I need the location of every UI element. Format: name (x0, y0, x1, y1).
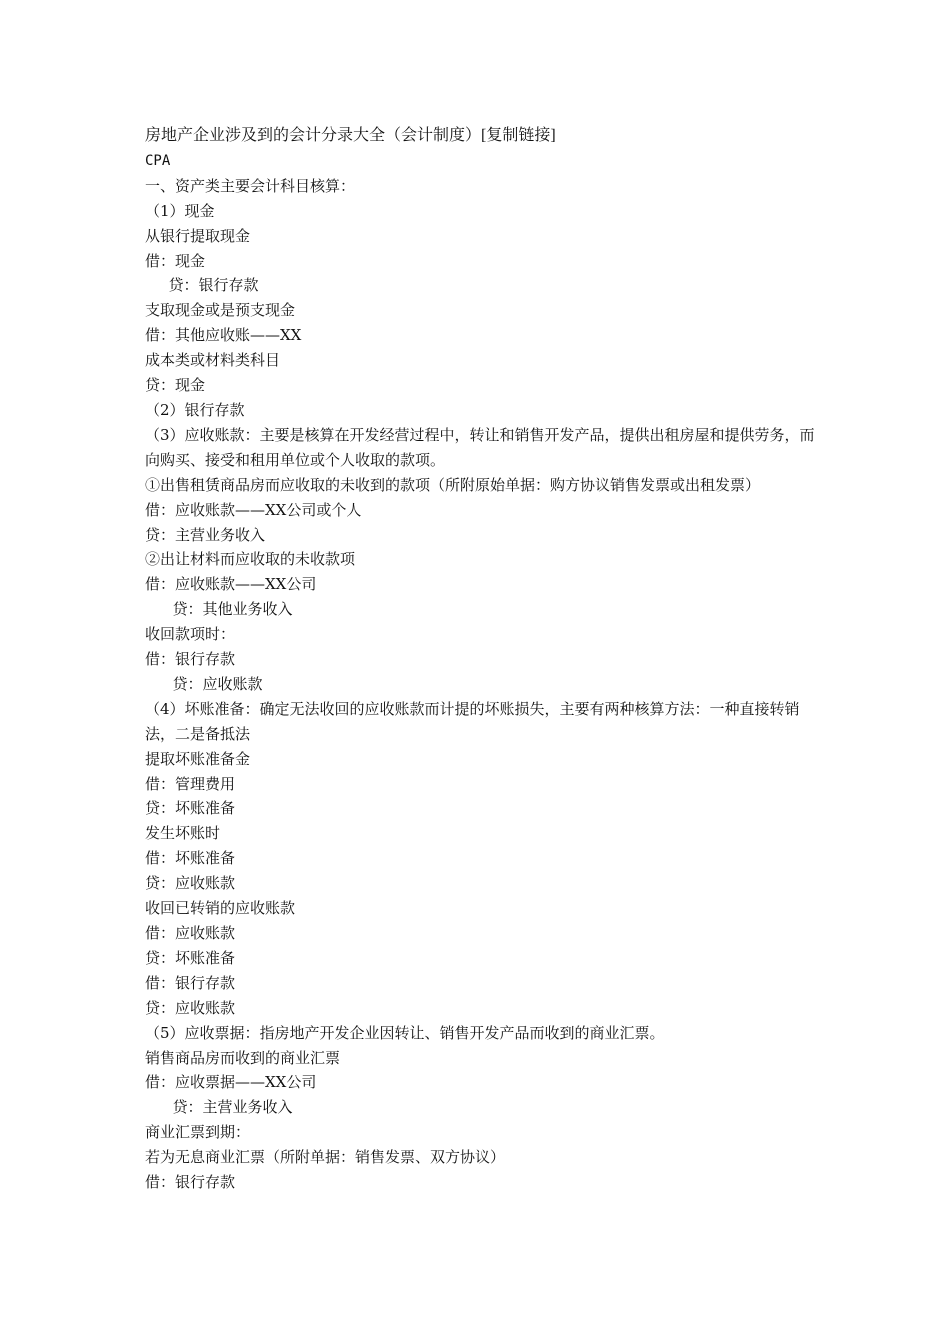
subsection-heading: （4）坏账准备：确定无法收回的应收账款而计提的坏账损失，主要有两种核算方法：一种直接转销法，二是备抵法 (145, 699, 800, 743)
text-line: 成本类或材料类科目 (145, 351, 281, 370)
debit-entry: 借：现金 (145, 251, 206, 270)
text-line: CPA (145, 152, 171, 169)
text-line: ②出让材料而应收取的未收款项 (145, 550, 356, 569)
credit-entry: 贷：主营业务收入 (145, 525, 266, 544)
credit-entry: 贷：应收账款 (163, 674, 263, 693)
text-line: 商业汇票到期： (145, 1123, 251, 1142)
debit-entry: 借：管理费用 (145, 774, 236, 793)
document-title: 房地产企业涉及到的会计分录大全（会计制度）[复制链接] (145, 127, 556, 144)
text-line: 收回已转销的应收账款 (145, 899, 296, 918)
subsection-heading: （2）银行存款 (145, 400, 245, 419)
text-line: 销售商品房而收到的商业汇票 (145, 1048, 341, 1067)
credit-entry: 贷：应收账款 (145, 874, 236, 893)
subsection-heading: （1）现金 (145, 201, 215, 220)
text-line: ①出售租赁商品房而应收取的未收到的款项（所附原始单据：购方协议销售发票或出租发票） (145, 475, 761, 494)
text-line: 发生坏账时 (145, 824, 221, 843)
text-line: 提取坏账准备金 (145, 749, 251, 768)
credit-entry: 贷：现金 (145, 376, 206, 395)
debit-entry: 借：应收账款——XX公司 (145, 575, 317, 594)
debit-entry: 借：银行存款 (145, 973, 236, 992)
debit-entry: 借：坏账准备 (145, 849, 236, 868)
debit-entry: 借：应收账款——XX公司或个人 (145, 500, 362, 519)
credit-entry: 贷：应收账款 (145, 998, 236, 1017)
text-line: 从银行提取现金 (145, 226, 251, 245)
credit-entry: 贷：其他业务收入 (163, 600, 293, 619)
credit-entry: 贷：银行存款 (159, 276, 259, 295)
credit-entry: 贷：主营业务收入 (163, 1098, 293, 1117)
document-body (145, 124, 815, 1195)
subsection-heading: （5）应收票据：指房地产开发企业因转让、销售开发产品而收到的商业汇票。 (145, 1023, 665, 1042)
subsection-heading: （3）应收账款：主要是核算在开发经营过程中，转让和销售开发产品，提供出租房屋和提供劳务，而向购买、接受和租用单位或个人收取的款项。 (145, 425, 815, 469)
text-line: 支取现金或是预支现金 (145, 301, 296, 320)
section-heading: 一、资产类主要会计科目核算： (145, 176, 356, 195)
debit-entry: 借：银行存款 (145, 1173, 236, 1192)
credit-entry: 贷：坏账准备 (145, 799, 236, 818)
text-line: 收回款项时： (145, 625, 236, 644)
credit-entry: 贷：坏账准备 (145, 948, 236, 967)
debit-entry: 借：银行存款 (145, 650, 236, 669)
debit-entry: 借：应收账款 (145, 924, 236, 942)
debit-entry: 借：其他应收账——XX (145, 326, 302, 345)
text-line: 若为无息商业汇票（所附单据：销售发票、双方协议） (145, 1148, 506, 1167)
debit-entry: 借：应收票据——XX公司 (145, 1073, 317, 1092)
